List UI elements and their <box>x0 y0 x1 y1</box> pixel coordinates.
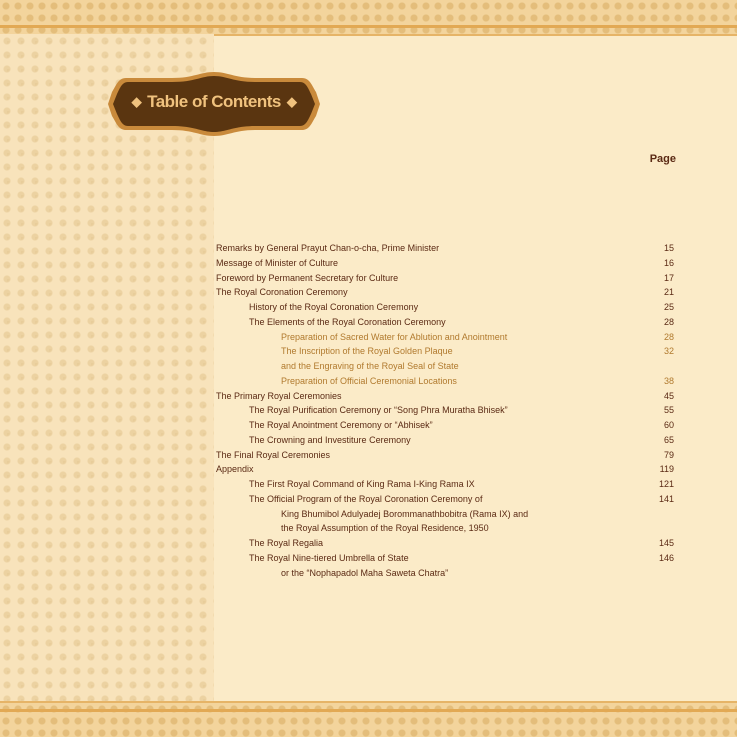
toc-entry <box>216 448 676 463</box>
toc-entry <box>216 256 676 271</box>
bottom-decorative-band <box>0 701 737 737</box>
toc-subsubentry-continuation <box>216 359 676 374</box>
title-badge <box>106 70 322 138</box>
toc-entry-page: 119 <box>659 464 674 475</box>
toc-entry-title: the Royal Assumption of the Royal Residence, 1950 <box>281 523 489 534</box>
toc-entry-title: King Bhumibol Adulyadej Borommanathbobitra (Rama IX) and <box>281 508 529 519</box>
diamond-ornament-icon: ◆ <box>131 94 142 109</box>
toc-entry-page: 145 <box>658 538 674 548</box>
toc-entry-page: 25 <box>663 302 674 312</box>
toc-subentry <box>216 536 676 551</box>
toc-entry <box>216 389 676 404</box>
toc-entry-page: 15 <box>663 243 674 253</box>
toc-entry-page: 141 <box>658 493 674 504</box>
toc-entry-page: 146 <box>658 552 674 563</box>
toc-entry-title: The Inscription of the Royal Golden Plaque <box>281 346 453 357</box>
toc-subentry <box>216 315 676 330</box>
toc-entry-title: Preparation of Sacred Water for Ablution and Anointment <box>281 331 508 342</box>
diamond-ornament-icon: ◆ <box>286 94 297 109</box>
toc-entry-page: 45 <box>663 390 674 401</box>
toc-entry-page: 17 <box>663 272 674 283</box>
toc-entry-page: 60 <box>663 420 674 430</box>
toc-subentry <box>216 551 676 566</box>
page-title-text: Table of Contents <box>147 92 281 111</box>
toc-entry-page: 28 <box>663 316 674 327</box>
page-title <box>106 92 322 112</box>
toc-entry-title: Appendix <box>216 464 254 475</box>
toc-subentry <box>216 477 676 492</box>
toc-entry-title: The Official Program of the Royal Coronation Ceremony of <box>249 493 483 504</box>
toc-entry-title: Preparation of Official Ceremonial Locations <box>281 375 457 386</box>
toc-entry-page: 32 <box>663 346 674 357</box>
toc-entry-title: and the Engraving of the Royal Seal of State <box>281 361 459 371</box>
toc-entry <box>216 462 676 477</box>
toc-entry <box>216 271 676 286</box>
toc-subsubentry <box>216 344 676 359</box>
toc-entry-title: The Royal Coronation Ceremony <box>216 287 348 298</box>
toc-entry-title: Foreword by Permanent Secretary for Culture <box>216 272 399 283</box>
toc-subentry <box>216 433 676 448</box>
top-decorative-band <box>0 0 737 36</box>
toc-entry-title: The Primary Royal Ceremonies <box>216 390 342 401</box>
toc-entry-title: The Royal Regalia <box>249 538 324 548</box>
toc-entry-title: The Royal Nine-tiered Umbrella of State <box>249 552 409 563</box>
toc-entry-title: Remarks by General Prayut Chan-o-cha, Prime Minister <box>216 243 440 253</box>
toc-entry-title: Message of Minister of Culture <box>216 257 339 268</box>
toc-entry-page: 28 <box>663 331 674 342</box>
toc-subentry <box>216 492 676 507</box>
toc-entry-title: History of the Royal Coronation Ceremony <box>249 302 419 312</box>
toc-entry <box>216 285 676 300</box>
toc-entry <box>216 241 676 256</box>
toc-list <box>216 241 676 580</box>
toc-entry-title: The Royal Anointment Ceremony or “Abhisek” <box>249 420 433 430</box>
toc-entry-page: 16 <box>663 257 674 268</box>
toc-entry-page: 38 <box>663 375 674 386</box>
toc-entry-page: 65 <box>663 434 674 445</box>
toc-subentry-continuation <box>216 566 676 581</box>
toc-entry-title: The First Royal Command of King Rama I-King Rama IX <box>249 479 475 489</box>
toc-subentry <box>216 300 676 315</box>
toc-entry-title: The Elements of the Royal Coronation Ceremony <box>249 316 446 327</box>
toc-subentry <box>216 403 676 418</box>
toc-entry-title: The Crowning and Investiture Ceremony <box>249 434 411 445</box>
toc-subsubentry <box>216 374 676 389</box>
toc-entry-page: 121 <box>658 479 674 489</box>
toc-entry-title: The Royal Purification Ceremony or “Song Phra Muratha Bhisek” <box>249 405 508 416</box>
toc-entry-title: The Final Royal Ceremonies <box>216 449 331 460</box>
toc-entry-page: 21 <box>663 287 674 298</box>
toc-subentry <box>216 418 676 433</box>
toc-entry-page: 55 <box>663 405 674 416</box>
toc-subentry-continuation <box>216 507 676 522</box>
toc-entry-title: or the “Nophapadol Maha Saweta Chatra” <box>281 567 449 578</box>
toc-entry-page: 79 <box>663 449 674 460</box>
page-column-header: Page <box>649 153 676 165</box>
toc-subsubentry <box>216 330 676 345</box>
toc-subentry-continuation <box>216 521 676 536</box>
